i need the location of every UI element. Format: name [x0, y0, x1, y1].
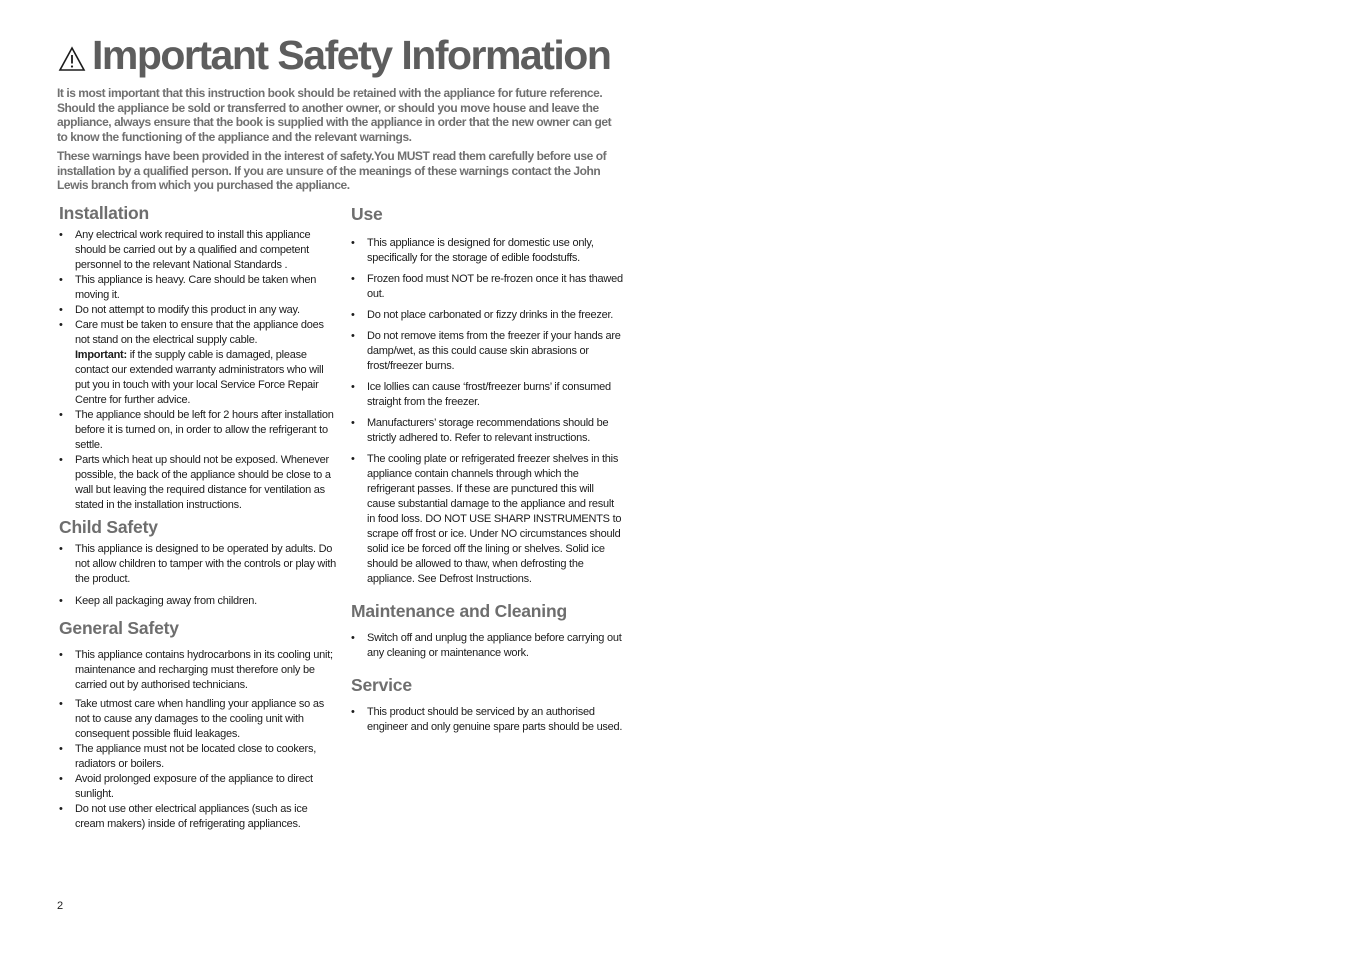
bullet: • — [59, 595, 63, 607]
list-item-text: Do not place carbonated or fizzy drinks in the freezer. — [367, 309, 614, 321]
right-column — [351, 203, 623, 735]
page-title — [58, 30, 610, 80]
use-heading: Use — [351, 204, 383, 224]
bullet: • — [351, 381, 355, 393]
list-item — [59, 318, 339, 408]
general-safety-heading: General Safety — [59, 618, 179, 638]
bullet: • — [59, 409, 63, 421]
child-safety-list — [59, 542, 339, 609]
installation-list — [59, 228, 339, 513]
list-item — [59, 742, 339, 772]
page-number: 2 — [57, 900, 64, 912]
bullet: • — [59, 274, 63, 286]
list-item — [351, 329, 623, 374]
list-item-text: Frozen food must NOT be re-frozen once it has thawed out. — [367, 273, 623, 300]
list-item — [59, 802, 339, 832]
important-label: Important: — [75, 349, 127, 361]
list-item — [59, 303, 339, 318]
service-heading: Service — [351, 675, 412, 695]
intro-paragraph: These warnings have been provided in the interest of safety.You MUST read them carefully before use of installation by a qualified person. If you are unsure of the meanings of these warnings contact the John Lewis branch from which you purchased the appliance. — [57, 149, 607, 193]
list-item-text: Keep all packaging away from children. — [75, 595, 257, 607]
list-item — [351, 308, 623, 323]
general-safety-list — [59, 648, 339, 832]
list-item — [59, 697, 339, 742]
use-list — [351, 236, 623, 587]
list-item-text: This appliance is designed for domestic use only, specifically for the storage of edible foodstuffs. — [367, 237, 594, 264]
bullet: • — [59, 698, 63, 710]
maintenance-list — [351, 631, 623, 661]
bullet: • — [59, 773, 63, 785]
list-item-text: Do not attempt to modify this product in any way. — [75, 304, 300, 316]
list-item-text: Any electrical work required to install this appliance should be carried out by a qualified and competent personnel to the relevant National Standards . — [75, 229, 311, 271]
intro-paragraph: It is most important that this instruction book should be retained with the appliance for future reference. Should the appliance be sold or transferred to another owner, or should you move house and leave the appliance, always ensure that the book is supplied with the appliance in order that the new owner can get to know the functioning of the appliance and the relevant warnings. — [57, 86, 612, 144]
list-item-text: This product should be serviced by an authorised engineer and only genuine spare parts should be used. — [367, 706, 623, 733]
list-item-text: This appliance contains hydrocarbons in its cooling unit; maintenance and recharging must therefore only be carried out by authorised technicians. — [75, 649, 333, 691]
bullet: • — [351, 309, 355, 321]
title-text: Important Safety Information — [92, 32, 611, 78]
list-item-text: Ice lollies can cause ‘frost/freezer burns’ if consumed straight from the freezer. — [367, 381, 611, 408]
list-item-text: Do not remove items from the freezer if your hands are damp/wet, as this could cause skin abrasions or frost/freezer burns. — [367, 330, 621, 372]
list-item-text: Parts which heat up should not be exposed. Whenever possible, the back of the appliance should be close to a wall but leaving the required distance for ventilation as stated in the installation instructions. — [75, 454, 331, 511]
list-item-text: Switch off and unplug the appliance before carrying out any cleaning or maintenance work. — [367, 632, 622, 659]
bullet: • — [351, 706, 355, 718]
warning-triangle-icon — [58, 46, 86, 72]
list-item-text: Take utmost care when handling your appliance so as not to cause any damages to the cooling unit with consequent possible fluid leakages. — [75, 698, 324, 740]
list-item — [59, 648, 339, 693]
bullet: • — [59, 649, 63, 661]
installation-heading: Installation — [59, 203, 149, 223]
list-item — [351, 631, 623, 661]
bullet: • — [59, 743, 63, 755]
bullet: • — [351, 330, 355, 342]
bullet: • — [351, 453, 355, 465]
list-item-text: The cooling plate or refrigerated freezer shelves in this appliance contain channels through which the refrigerant passes. If these are punctured this will cause substantial damage to the appliance and result in food loss. DO NOT USE SHARP INSTRUMENTS to scrape off frost or ice. Under NO circumstances should solid ice be forced off the lining or shelves. Solid ice should be allowed to thaw, when defrosting the appliance. See Defrost Instructions. — [367, 453, 622, 585]
bullet: • — [351, 237, 355, 249]
list-item — [351, 705, 623, 735]
maintenance-heading: Maintenance and Cleaning — [351, 601, 567, 621]
list-item — [351, 272, 623, 302]
important-text: if the supply cable is damaged, please contact our extended warranty administrators who will put you in touch with your local Service Force Repair Centre for further advice. — [75, 349, 324, 406]
bullet: • — [351, 632, 355, 644]
list-item-text: Care must be taken to ensure that the appliance does not stand on the electrical supply cable. — [75, 319, 324, 346]
bullet: • — [59, 803, 63, 815]
list-item — [59, 408, 339, 453]
left-column — [59, 202, 339, 832]
bullet: • — [59, 454, 63, 466]
list-item — [59, 594, 339, 609]
list-item — [351, 380, 623, 410]
bullet: • — [59, 543, 63, 555]
list-item-text: The appliance should be left for 2 hours after installation before it is turned on, in order to allow the refrigerant to settle. — [75, 409, 334, 451]
bullet: • — [59, 304, 63, 316]
list-item — [59, 453, 339, 513]
list-item-text: Manufacturers’ storage recommendations should be strictly adhered to. Refer to relevant instructions. — [367, 417, 609, 444]
list-item-text: Avoid prolonged exposure of the appliance to direct sunlight. — [75, 773, 313, 800]
bullet: • — [351, 273, 355, 285]
bullet: • — [59, 229, 63, 241]
list-item-text: This appliance is designed to be operated by adults. Do not allow children to tamper with the controls or play with the product. — [75, 543, 336, 585]
list-item — [59, 542, 339, 587]
list-item — [59, 273, 339, 303]
list-item-text: The appliance must not be located close to cookers, radiators or boilers. — [75, 743, 317, 770]
list-item — [351, 452, 623, 587]
service-list — [351, 705, 623, 735]
list-item — [351, 236, 623, 266]
child-safety-heading: Child Safety — [59, 517, 158, 537]
list-item-text: Do not use other electrical appliances (such as ice cream makers) inside of refrigerating appliances. — [75, 803, 308, 830]
bullet: • — [59, 319, 63, 331]
list-item-text: This appliance is heavy. Care should be taken when moving it. — [75, 274, 317, 301]
list-item — [59, 228, 339, 273]
list-item — [351, 416, 623, 446]
list-item — [59, 772, 339, 802]
bullet: • — [351, 417, 355, 429]
